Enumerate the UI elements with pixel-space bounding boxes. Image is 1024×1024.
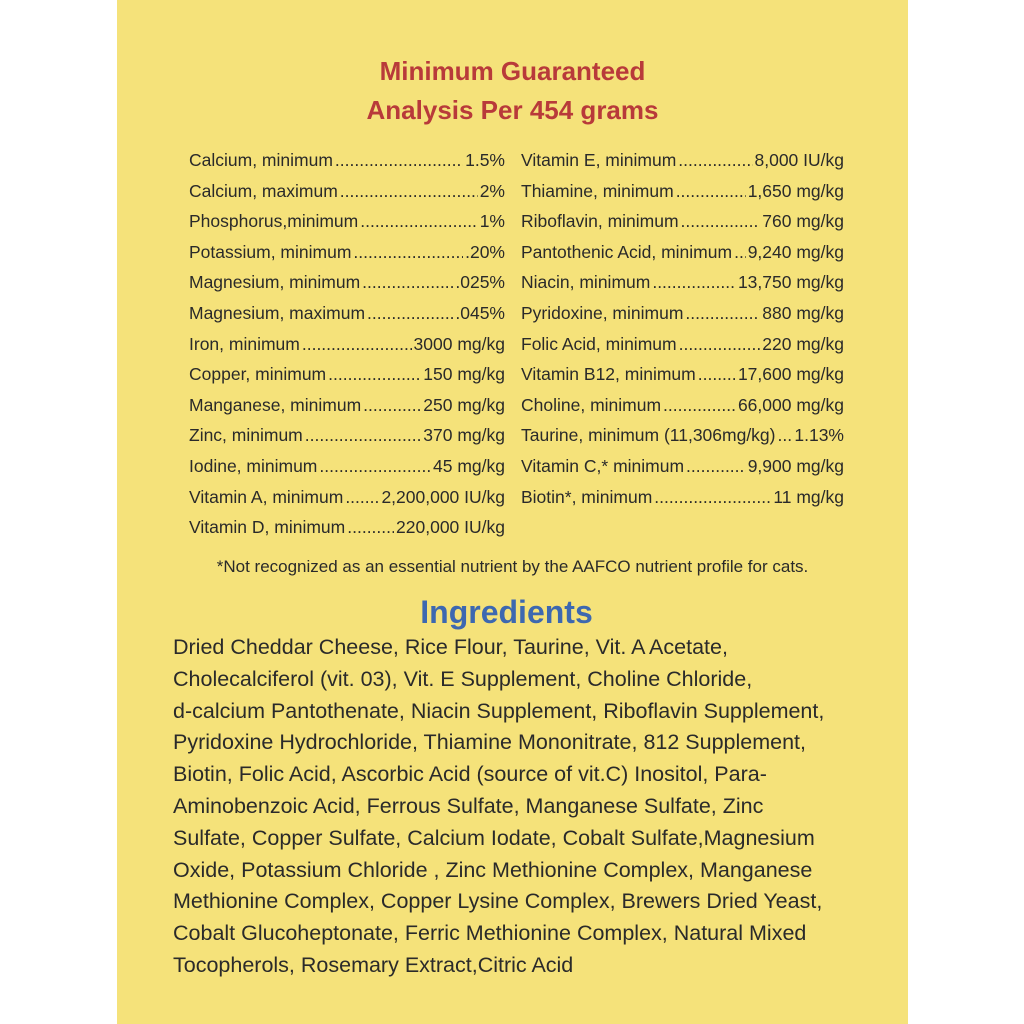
nutrient-value: 220,000 IU/kg [396,517,505,538]
analysis-row [189,206,505,237]
ingredients-line: Cholecalciferol (vit. 03), Vit. E Supplement, Choline Chloride, [173,666,753,691]
dot-leader [685,298,760,329]
nutrient-value: 2,200,000 IU/kg [381,486,505,507]
analysis-title [117,52,908,130]
dot-leader [676,176,746,207]
analysis-row [521,298,844,329]
analysis-row [521,267,844,298]
nutrient-value: 370 mg/kg [423,425,505,446]
dot-leader [652,267,736,298]
analysis-row [189,237,505,268]
dot-leader [345,482,379,513]
ingredients-line: Pyridoxine Hydrochloride, Thiamine Mononitrate, 812 Supplement, [173,730,807,755]
nutrient-value: 66,000 mg/kg [737,394,844,415]
nutrient-value: 150 mg/kg [423,364,505,385]
nutrient-value: 220 mg/kg [762,333,844,354]
nutrient-value: .025% [455,272,505,293]
dot-leader [360,206,477,237]
ingredients-line: Oxide, Potassium Chloride , Zinc Methionine Complex, Manganese [173,857,813,882]
analysis-row [189,176,505,207]
dot-leader [734,237,746,268]
nutrient-value: 9,240 mg/kg [747,241,844,262]
ingredients-line: d-calcium Pantothenate, Niacin Supplement, Riboflavin Supplement, [173,698,825,723]
nutrient-value: 8,000 IU/kg [754,150,844,170]
nutrient-value: 1,650 mg/kg [747,180,844,201]
analysis-row [189,482,505,513]
nutrient-label: Choline, minimum [521,394,662,415]
analysis-row [521,390,844,421]
analysis-row [189,451,505,482]
analysis-row [189,390,505,421]
ingredients-line: Biotin, Folic Acid, Ascorbic Acid (source of vit.C) Inositol, Para- [173,762,767,787]
dot-leader [698,359,736,390]
dot-leader [778,420,793,451]
analysis-left-column [189,145,505,543]
analysis-row [521,359,844,390]
nutrient-label: Iodine, minimum [189,455,318,476]
nutrient-value: 1.13% [794,425,844,446]
dot-leader [681,206,761,237]
analysis-row [521,482,844,513]
nutrient-value: 45 mg/kg [433,455,505,476]
dot-leader [367,298,453,329]
dot-leader [335,145,463,176]
nutrient-value: 880 mg/kg [762,302,844,323]
analysis-row [189,359,505,390]
ingredients-title: Ingredients [420,594,593,630]
ingredients-line: Cobalt Glucoheptonate, Ferric Methionine Complex, Natural Mixed [173,921,807,946]
nutrient-label: Calcium, maximum [189,180,338,201]
analysis-row [521,451,844,482]
nutrient-label: Folic Acid, minimum [521,333,677,354]
dot-leader [663,390,736,421]
ingredients-line: Methionine Complex, Copper Lysine Complex, Brewers Dried Yeast, [173,889,823,914]
dot-leader [302,329,412,360]
nutrient-label: Magnesium, maximum [189,302,366,323]
analysis-row [521,329,844,360]
dot-leader [678,145,752,176]
dot-leader [305,420,422,451]
nutrient-label: Potassium, minimum [189,241,352,262]
analysis-row [189,329,505,360]
nutrient-value: 1.5% [465,150,505,170]
nutrient-label: Vitamin B12, minimum [521,364,696,385]
analysis-row [521,420,844,451]
dot-leader [340,176,478,207]
footnote: *Not recognized as an essential nutrient by the AAFCO nutrient profile for cats. [216,557,809,576]
nutrient-value: 11 mg/kg [773,486,844,507]
nutrient-value: 760 mg/kg [762,211,844,232]
dot-leader [679,329,761,360]
analysis-title-line1: Minimum Guaranteed [379,56,646,86]
nutrient-value: 17,600 mg/kg [737,364,844,385]
nutrient-label: Vitamin D, minimum [189,517,346,538]
nutrient-label: Pyridoxine, minimum [521,302,684,323]
ingredients-line: Dried Cheddar Cheese, Rice Flour, Taurine, Vit. A Acetate, [173,635,728,659]
nutrient-label: Iron, minimum [189,333,300,354]
nutrient-label: Magnesium, minimum [189,272,361,293]
nutrient-label: Thiamine, minimum [521,180,674,201]
ingredients-line: Aminobenzoic Acid, Ferrous Sulfate, Manganese Sulfate, Zinc [173,793,764,818]
nutrient-value: 250 mg/kg [423,394,505,415]
nutrient-label: Niacin, minimum [521,272,651,293]
dot-leader [319,451,431,482]
nutrient-label: Vitamin E, minimum [521,150,677,170]
nutrient-value: .045% [455,302,505,323]
nutrient-label: Vitamin C,* minimum [521,455,685,476]
analysis-row [189,420,505,451]
analysis-row [521,176,844,207]
analysis-row [189,267,505,298]
analysis-row [189,298,505,329]
analysis-row [189,512,505,543]
analysis-row [521,145,844,176]
nutrient-value: 1% [479,211,505,232]
nutrient-value: .20% [465,241,505,262]
nutrient-value: 3000 mg/kg [413,333,505,354]
nutrient-value: 9,900 mg/kg [747,455,844,476]
analysis-right-column [521,145,844,512]
nutrient-label: Calcium, minimum [189,150,333,170]
nutrient-label: Zinc, minimum [189,425,303,446]
ingredients-line: Sulfate, Copper Sulfate, Calcium Iodate, Cobalt Sulfate,Magnesium [173,825,815,850]
dot-leader [654,482,771,513]
dot-leader [353,237,463,268]
dot-leader [347,512,394,543]
nutrient-label: Riboflavin, minimum [521,211,679,232]
analysis-row [521,206,844,237]
analysis-title-line2: Analysis Per 454 grams [366,95,659,125]
dot-leader [686,451,746,482]
nutrient-label: Pantothenic Acid, minimum [521,241,733,262]
nutrient-label: Phosphorus,minimum [189,211,359,232]
ingredients-line: Tocopherols, Rosemary Extract,Citric Acid [173,952,574,977]
nutrient-label: Biotin*, minimum [521,486,653,507]
ingredients-list [173,632,853,982]
analysis-row [521,237,844,268]
nutrient-label: Manganese, minimum [189,394,362,415]
nutrient-value: 2% [479,180,505,201]
nutrient-label: Copper, minimum [189,364,327,385]
label-panel [117,0,908,1024]
dot-leader [363,390,421,421]
analysis-row [189,145,505,176]
nutrient-value: 13,750 mg/kg [737,272,844,293]
nutrient-label: Vitamin A, minimum [189,486,344,507]
dot-leader [362,267,453,298]
dot-leader [328,359,421,390]
nutrient-label: Taurine, minimum (11,306mg/kg) [521,425,776,446]
